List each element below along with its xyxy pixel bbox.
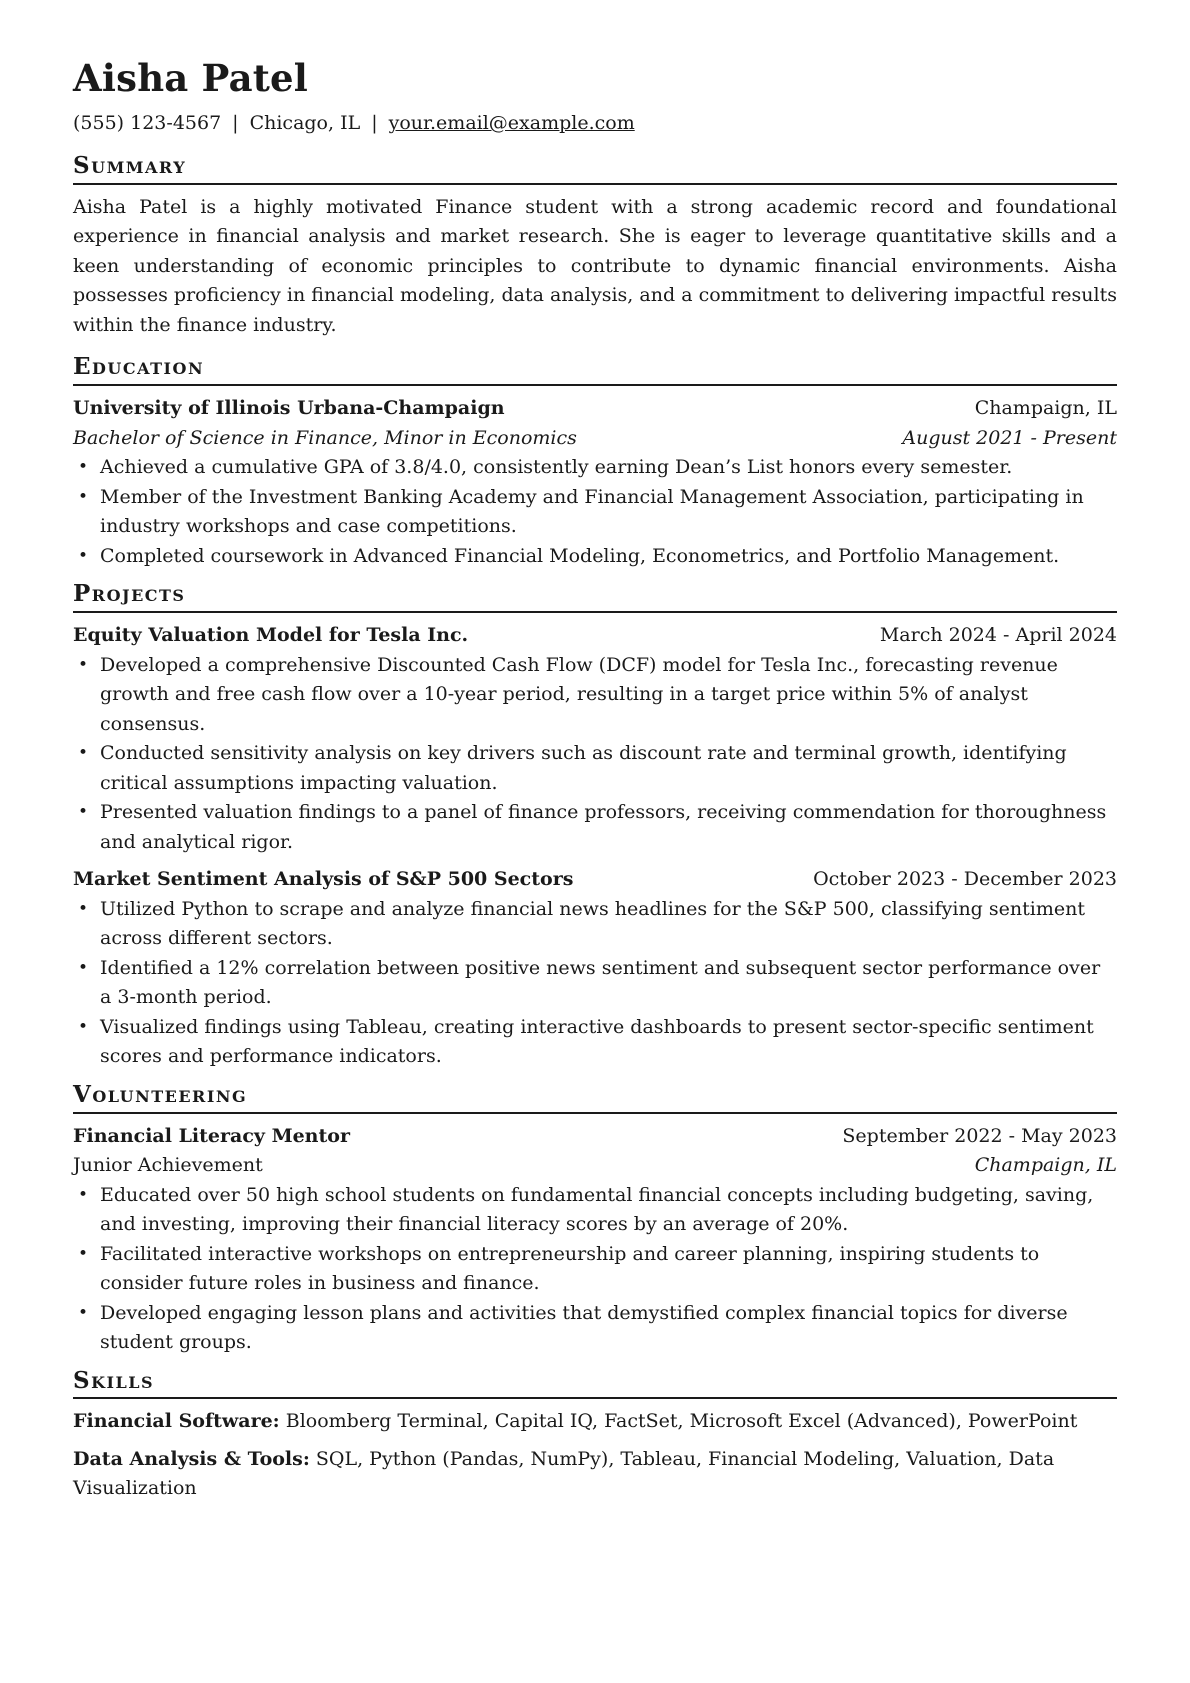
project-dates: October 2023 - December 2023 — [813, 868, 1117, 891]
list-item: • Developed engaging lesson plans and activities that demystified complex financial topics for diverse student groups. — [100, 1299, 1117, 1358]
education-entry — [73, 394, 1117, 571]
list-item: • Developed a comprehensive Discounted Cash Flow (DCF) model for Tesla Inc., forecasting revenue growth and free cash flow over a 10-year period, resulting in a target price within 5% of analyst consensus. — [100, 651, 1117, 740]
project-header-row — [73, 621, 1117, 651]
education-subheader-row — [73, 424, 1117, 454]
list-item: • Facilitated interactive workshops on entrepreneurship and career planning, inspiring students to consider future roles in business and finance. — [100, 1240, 1117, 1299]
education-section — [73, 352, 1117, 571]
summary-text: Aisha Patel is a highly motivated Finance student with a strong academic record and foundational experience in financial analysis and market research. She is eager to leverage quantitative skills and a keen understanding of economic principles to contribute to dynamic financial environments. Aisha possesses proficiency in financial modeling, data analysis, and a commitment to delivering impactful results within the finance industry. — [73, 195, 1117, 336]
volunteering-entry — [73, 1122, 1117, 1358]
section-title-education: Education — [73, 352, 1117, 386]
degree: Bachelor of Science in Finance, Minor in Economics — [73, 426, 577, 449]
email-link[interactable]: your.email@example.com — [388, 112, 635, 135]
skills-line — [73, 1407, 1117, 1437]
project-dates: March 2024 - April 2024 — [879, 624, 1117, 647]
list-item: • Member of the Investment Banking Academy and Financial Management Association, participating in industry workshops and case competitions. — [100, 483, 1117, 542]
project-bullets — [73, 895, 1117, 1072]
volunteering-header-row — [73, 1122, 1117, 1152]
list-item: • Completed coursework in Advanced Financial Modeling, Econometrics, and Portfolio Management. — [100, 542, 1117, 572]
project-bullets — [73, 651, 1117, 858]
volunteering-bullets — [73, 1181, 1117, 1358]
project-name: Market Sentiment Analysis of S&P 500 Sectors — [73, 868, 574, 891]
volunteer-location: Champaign, IL — [974, 1154, 1117, 1177]
list-item: • Educated over 50 high school students on fundamental financial concepts including budgeting, saving, and investing, improving their financial literacy scores by an average of 20%. — [100, 1181, 1117, 1240]
section-title-skills: Skills — [73, 1366, 1117, 1400]
education-header-row — [73, 394, 1117, 424]
volunteering-subheader-row — [73, 1151, 1117, 1181]
list-item: • Utilized Python to scrape and analyze financial news headlines for the S&P 500, classifying sentiment across different sectors. — [100, 895, 1117, 954]
project-header-row — [73, 865, 1117, 895]
volunteer-role: Financial Literacy Mentor — [73, 1124, 350, 1147]
projects-section — [73, 579, 1117, 1071]
section-title-volunteering: Volunteering — [73, 1080, 1117, 1114]
volunteer-org: Junior Achievement — [73, 1154, 263, 1177]
skills-label: Financial Software: — [73, 1410, 280, 1433]
skills-label: Data Analysis & Tools: — [73, 1447, 310, 1470]
skills-line — [73, 1445, 1117, 1504]
contact-line — [73, 110, 1117, 137]
phone-number: (555) 123-4567 — [73, 112, 222, 135]
project-name: Equity Valuation Model for Tesla Inc. — [73, 624, 469, 647]
list-item: • Achieved a cumulative GPA of 3.8/4.0, consistently earning Dean’s List honors every semester. — [100, 453, 1117, 483]
skills-section — [73, 1366, 1117, 1504]
volunteering-section — [73, 1080, 1117, 1358]
school-location: Champaign, IL — [974, 397, 1117, 420]
list-item: • Visualized findings using Tableau, creating interactive dashboards to present sector-specific sentiment scores and performance indicators. — [100, 1013, 1117, 1072]
contact-separator: | — [371, 112, 378, 135]
section-title-projects: Projects — [73, 579, 1117, 613]
candidate-name: Aisha Patel — [73, 56, 309, 100]
list-item: • Presented valuation findings to a panel of finance professors, receiving commendation for thoroughness and analytical rigor. — [100, 798, 1117, 857]
section-title-summary: Summary — [73, 151, 1117, 185]
education-dates: August 2021 - Present — [902, 426, 1117, 449]
summary-section — [73, 151, 1117, 340]
project-entry — [73, 865, 1117, 1072]
school-name: University of Illinois Urbana-Champaign — [73, 397, 505, 420]
contact-separator: | — [232, 112, 239, 135]
volunteer-dates: September 2022 - May 2023 — [842, 1124, 1117, 1147]
skills-value: Bloomberg Terminal, Capital IQ, FactSet, Microsoft Excel (Advanced), PowerPoint — [285, 1410, 1078, 1433]
education-bullets — [73, 453, 1117, 571]
list-item: • Conducted sensitivity analysis on key drivers such as discount rate and terminal growth, identifying critical assumptions impacting valuation. — [100, 739, 1117, 798]
project-entry — [73, 621, 1117, 857]
skills-value: SQL, Python (Pandas, NumPy), Tableau, Financial Modeling, Valuation, Data Visualization — [73, 1447, 1055, 1500]
list-item: • Identified a 12% correlation between positive news sentiment and subsequent sector performance over a 3-month period. — [100, 954, 1117, 1013]
location: Chicago, IL — [249, 112, 361, 135]
